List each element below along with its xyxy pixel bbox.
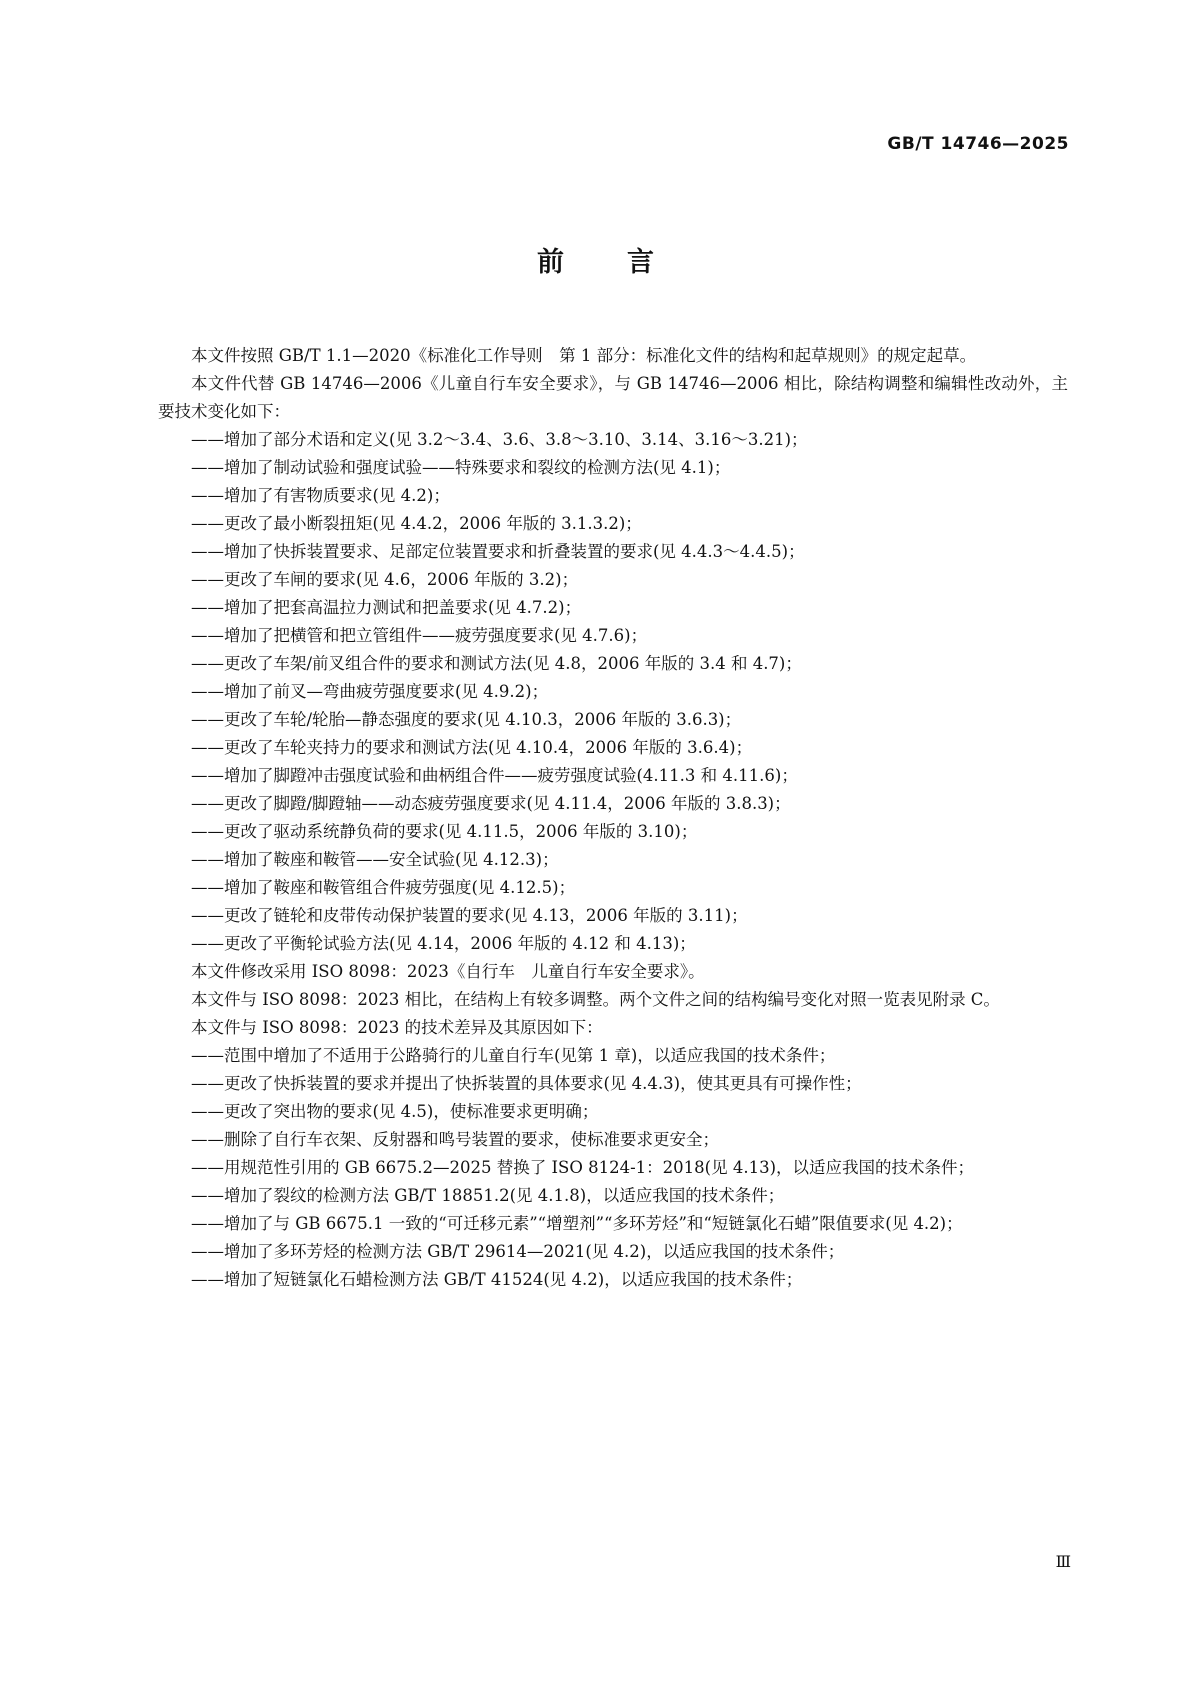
list-item: ——增加了把套高温拉力测试和把盖要求(见 4.7.2)； [191,598,582,617]
list-item: ——更改了驱动系统静负荷的要求(见 4.11.5，2006 年版的 3.10)； [191,822,698,841]
list-item: ——更改了脚蹬/脚蹬轴——动态疲劳强度要求(见 4.11.4，2006 年版的 3.8.3)； [191,794,791,813]
paragraph-replacement: 本文件代替 GB 14746—2006《儿童自行车安全要求》，与 GB 14746—2006 相比，除结构调整和编辑性改动外，主要技术变化如下： [158,374,1068,421]
list-item: ——更改了突出物的要求(见 4.5)，使标准要求更明确； [191,1102,599,1121]
title-char-2: 言 [627,247,654,278]
paragraph-iso-adoption: 本文件修改采用 ISO 8098：2023《自行车 儿童自行车安全要求》。 [191,962,705,981]
list-item: ——增加了与 GB 6675.1 一致的“可迁移元素”“增塑剂”“多环芳烃”和“短链氯化石蜡”限值要求(见 4.2)； [191,1214,963,1233]
list-item: ——增加了前叉—弯曲疲劳强度要求(见 4.9.2)； [191,682,549,701]
list-item: ——更改了车轮夹持力的要求和测试方法(见 4.10.4，2006 年版的 3.6.4)； [191,738,753,757]
list-item: ——更改了链轮和皮带传动保护装置的要求(见 4.13，2006 年版的 3.11)； [191,906,748,925]
list-item: ——更改了快拆装置的要求并提出了快拆装置的具体要求(见 4.4.3)，使其更具有可操作性； [191,1074,862,1093]
list-item: ——更改了车架/前叉组合件的要求和测试方法(见 4.8，2006 年版的 3.4 和 4.7)； [191,654,802,673]
differences-list [158,1042,1068,1294]
list-item: ——范围中增加了不适用于公路骑行的儿童自行车(见第 1 章)，以适应我国的技术条件； [191,1046,836,1065]
paragraph-differences-intro: 本文件与 ISO 8098：2023 的技术差异及其原因如下： [191,1018,603,1037]
list-item: ——增加了多环芳烃的检测方法 GB/T 29614—2021(见 4.2)，以适应我国的技术条件； [191,1242,845,1261]
page-number: Ⅲ [1055,1552,1071,1571]
changes-list [158,426,1068,958]
list-item: ——增加了鞍座和鞍管——安全试验(见 4.12.3)； [191,850,559,869]
paragraph-drafting-rules: 本文件按照 GB/T 1.1—2020《标准化工作导则 第 1 部分：标准化文件的结构和起草规则》的规定起草。 [191,346,977,365]
list-item: ——增加了制动试验和强度试验——特殊要求和裂纹的检测方法(见 4.1)； [191,458,731,477]
title-char-1: 前 [537,247,564,278]
list-item: ——增加了脚蹬冲击强度试验和曲柄组合件——疲劳强度试验(4.11.3 和 4.11.6)； [191,766,798,785]
list-item: ——增加了短链氯化石蜡检测方法 GB/T 41524(见 4.2)，以适应我国的技术条件； [191,1270,803,1289]
list-item: ——增加了快拆装置要求、足部定位装置要求和折叠装置的要求(见 4.4.3～4.4.5)； [191,542,805,561]
page-title [0,240,1191,279]
list-item: ——更改了最小断裂扭矩(见 4.4.2，2006 年版的 3.1.3.2)； [191,514,642,533]
list-item: ——删除了自行车衣架、反射器和鸣号装置的要求，使标准要求更安全； [191,1130,719,1149]
list-item: ——增加了有害物质要求(见 4.2)； [191,486,450,505]
list-item: ——增加了鞍座和鞍管组合件疲劳强度(见 4.12.5)； [191,878,576,897]
list-item: ——更改了车闸的要求(见 4.6，2006 年版的 3.2)； [191,570,579,589]
paragraph-structure-note: 本文件与 ISO 8098：2023 相比，在结构上有较多调整。两个文件之间的结构编号变化对照一览表见附录 C。 [191,990,1000,1009]
list-item: ——更改了车轮/轮胎—静态强度的要求(见 4.10.3，2006 年版的 3.6.3)； [191,710,742,729]
list-item: ——增加了把横管和把立管组件——疲劳强度要求(见 4.7.6)； [191,626,648,645]
doc-code: GB/T 14746—2025 [887,134,1069,154]
list-item: ——增加了裂纹的检测方法 GB/T 18851.2(见 4.1.8)，以适应我国的技术条件； [191,1186,785,1205]
list-item: ——更改了平衡轮试验方法(见 4.14，2006 年版的 4.12 和 4.13)； [191,934,696,953]
list-item: ——用规范性引用的 GB 6675.2—2025 替换了 ISO 8124-1：2018(见 4.13)，以适应我国的技术条件； [191,1158,975,1177]
preface-body [158,342,1068,1294]
list-item: ——增加了部分术语和定义(见 3.2～3.4、3.6、3.8～3.10、3.14、3.16～3.21)； [191,430,808,449]
